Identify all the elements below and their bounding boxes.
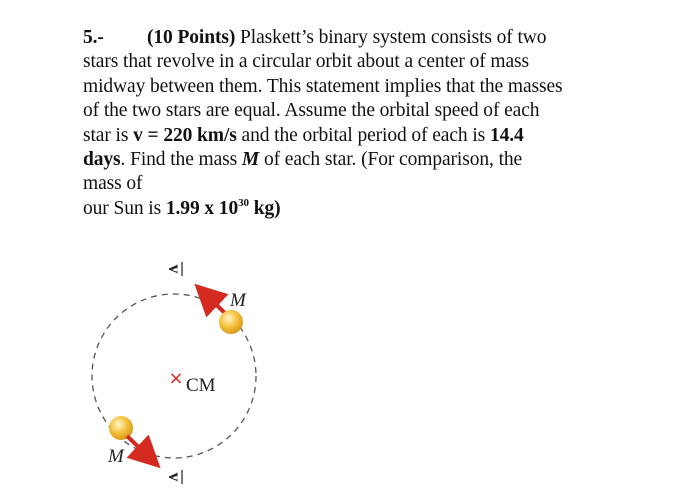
velocity-label-bottom-text: v [165,472,185,482]
problem-text-6b: of each star. (For comparison, the [259,149,523,171]
problem-text-6a: . Find the mass [120,149,242,171]
problem-line-4: of the two stars are equal. Assume the orbital speed of each [83,100,540,122]
velocity-arrow-bottom [127,436,152,460]
problem-line-3: midway between them. This statement implies that the masses [83,75,563,97]
problem-line-7: mass of [83,173,143,195]
binary-orbit-figure [90,258,290,488]
sun-mass-exponent: 30 [238,196,249,209]
problem-statement [83,26,643,221]
orbital-speed: v = 220 km/s [133,124,237,146]
problem-line-6 [83,148,643,172]
sun-mass-unit: kg) [248,197,281,219]
mass-label-bottom: M [108,446,124,467]
problem-line-1 [83,26,643,50]
mass-symbol: M [241,149,260,171]
problem-text-8a: our Sun is [83,197,166,219]
problem-line-8 [83,197,643,221]
problem-text-5b: and the orbital period of each is [236,124,490,146]
problem-line-2: stars that revolve in a circular orbit about a center of mass [83,51,530,73]
sun-mass [166,198,281,219]
problem-text-5a: star is [83,124,134,146]
orbital-period-unit: days [83,149,121,171]
problem-line-5 [83,124,643,148]
sun-mass-base: 1.99 x 10 [165,197,239,219]
mass-label-top: M [230,290,246,311]
binary-orbit-diagram [90,258,290,488]
problem-number: 5.- [83,27,104,48]
star-top [219,310,243,334]
cm-label: CM [186,375,216,396]
problem-points: (10 Points) [147,27,236,48]
problem-text-1: Plaskett’s binary system consists of two [235,27,547,48]
orbital-period-value: 14.4 [489,124,524,146]
cm-marker: × [168,368,184,389]
velocity-label-top-text: v [165,264,185,274]
velocity-label-top [165,262,185,276]
velocity-label-bottom [165,470,185,484]
